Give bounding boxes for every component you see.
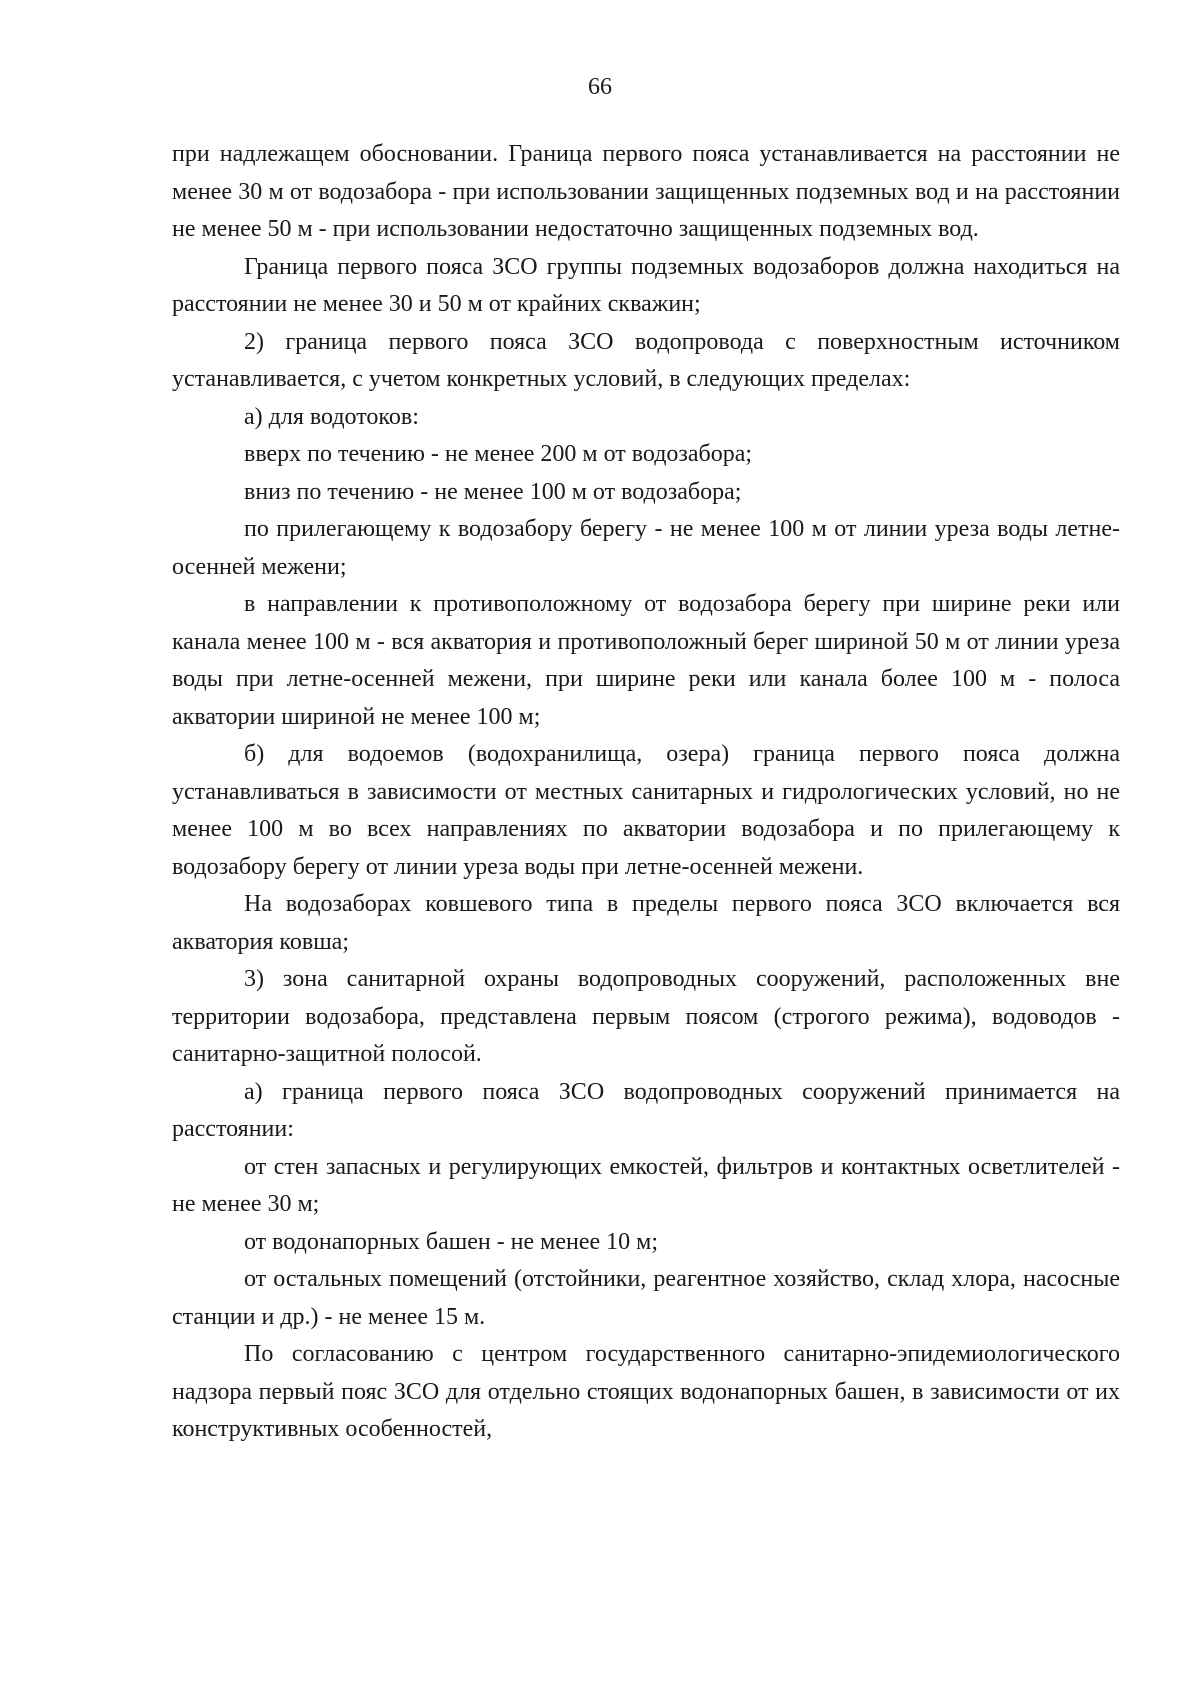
paragraph-other-premises: от остальных помещений (отстойники, реагентное хозяйство, склад хлора, насосные станции и др.) - не менее 15 м. <box>172 1266 1120 1330</box>
paragraph-agreement: По согласованию с центром государственного санитарно-эпидемиологического надзора первый пояс ЗСО для отдельно стоящих водонапорных башен, в зависимости от их конструктивных особенностей, <box>172 1341 1120 1442</box>
paragraph-tanks-filters: от стен запасных и регулирующих емкостей, фильтров и контактных осветлителей - не менее 30 м; <box>172 1153 1120 1217</box>
page-body <box>172 136 1120 1449</box>
paragraph-item-2: 2) граница первого пояса ЗСО водопровода с поверхностным источником устанавливается, с учетом конкретных условий, в следующих пределах: <box>172 328 1120 392</box>
paragraph-group-wells: Граница первого пояса ЗСО группы подземных водозаборов должна находиться на расстоянии не менее 30 и 50 м от крайних скважин; <box>172 253 1120 317</box>
paragraph-upstream: вверх по течению - не менее 200 м от водозабора; <box>244 441 753 467</box>
paragraph-water-towers: от водонапорных башен - не менее 10 м; <box>244 1228 659 1255</box>
paragraph-adjacent-bank: по прилегающему к водозабору берегу - не менее 100 м от линии уреза воды летне-осенней межени; <box>172 516 1120 580</box>
paragraph-continuation: при надлежащем обосновании. Граница первого пояса устанавливается на расстоянии не менее 30 м от водозабора - при использовании защищенных подземных вод и на расстоянии не менее 50 м - при использовании недостаточно защищенных подземных вод. <box>172 141 1120 242</box>
paragraph-downstream: вниз по течению - не менее 100 м от водозабора; <box>244 478 742 505</box>
paragraph-opposite-bank: в направлении к противоположному от водозабора берегу при ширине реки или канала менее 100 м - вся акватория и противоположный берег шириной 50 м от линии уреза воды при летне-осенней межени, при ширине реки или канала более 100 м - полоса акватории шириной не менее 100 м; <box>172 591 1120 730</box>
paragraph-item-3: 3) зона санитарной охраны водопроводных сооружений, расположенных вне территории водозабора, представлена первым поясом (строгого режима), водоводов - санитарно-защитной полосой. <box>172 966 1120 1067</box>
page-number: 66 <box>588 74 612 100</box>
paragraph-item-2a: а) для водотоков: <box>244 403 419 430</box>
paragraph-item-3a: а) граница первого пояса ЗСО водопроводных сооружений принимается на расстоянии: <box>172 1078 1120 1142</box>
paragraph-item-2b: б) для водоемов (водохранилища, озера) граница первого пояса должна устанавливаться в зависимости от местных санитарных и гидрологических условий, но не менее 100 м во всех направлениях по акватории водозабора и по прилегающему к водозабору берегу от линии уреза воды при летне-осенней межени. <box>172 741 1120 880</box>
paragraph-bucket-intakes: На водозаборах ковшевого типа в пределы первого пояса ЗСО включается вся акватория ковша; <box>172 891 1120 955</box>
